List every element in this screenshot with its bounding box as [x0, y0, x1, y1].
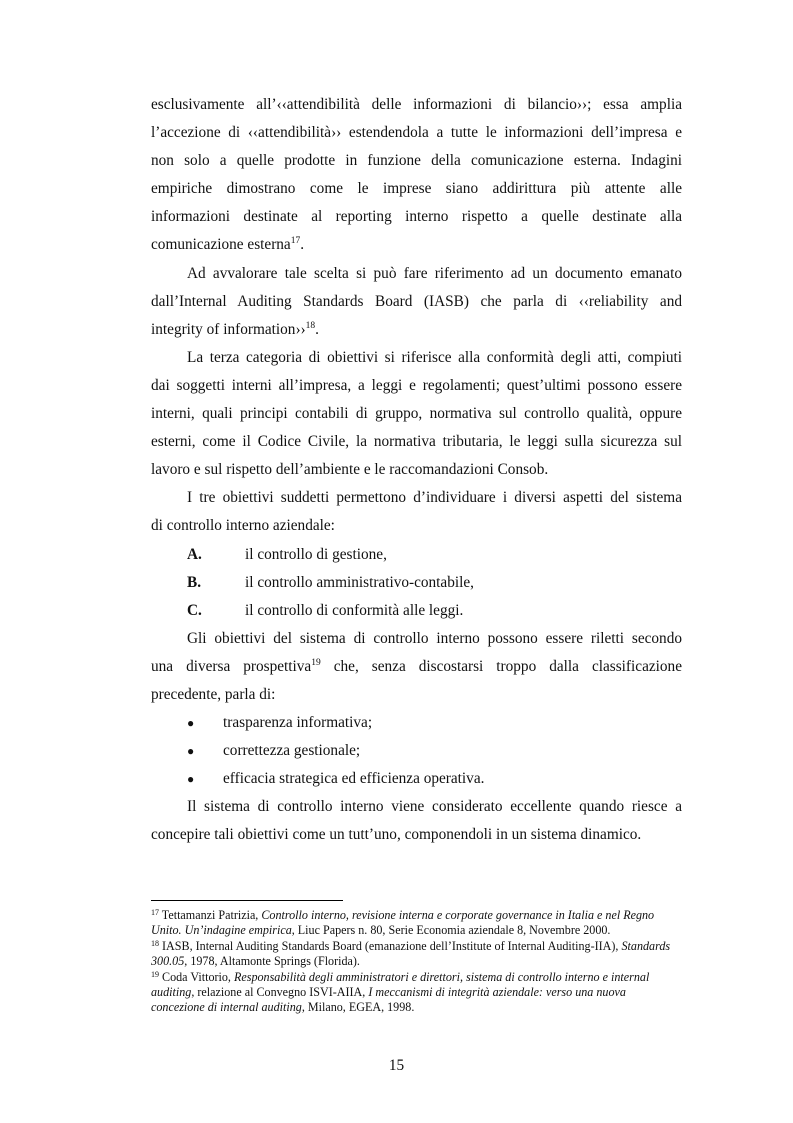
paragraph-line: non solo a quelle prodotte in funzione della comunicazione esterna. Indagini: [151, 152, 682, 170]
paragraph-line: integrity of information››$^{18}$.: [151, 320, 319, 338]
paragraph-line: esterni, come il Codice Civile, la normativa tributaria, le leggi sulla sicurezza sul: [151, 433, 682, 451]
paragraph-line: una diversa prospettiva$^{19}$ che, senza discostarsi troppo dalla classificazione: [151, 657, 682, 675]
page-number: 15: [388, 1057, 405, 1074]
bullet-item: [151, 709, 682, 737]
footnote-ref-17[interactable]: 17: [290, 236, 301, 247]
paragraph-line: Il sistema di controllo interno viene considerato eccellente quando riesce a: [187, 798, 682, 816]
paragraph-line: l’accezione di ‹‹attendibilità›› estendendola a tutte le informazioni dell’impresa e: [151, 124, 682, 142]
footnotes: [151, 908, 682, 1016]
list-label: A.: [187, 545, 202, 563]
paragraph-line: I tre obiettivi suddetti permettono d’individuare i diversi aspetti del sistema: [187, 489, 682, 507]
footnote-19: $^{19}$ Coda Vittorio, Responsabilità degli amministratori e direttori, sistema di controllo interno e internal auditing, relazione al Convegno ISVI-AIIA, I meccanismi di integrità aziendale: verso una nuova concezione di internal auditing, Milano, EGEA, 1998.: [151, 969, 650, 1015]
bullet-text: correttezza gestionale;: [223, 742, 361, 760]
paragraph-line: comunicazione esterna$^{17}$.: [151, 236, 305, 254]
paragraph-line: informazioni destinate al reporting interno rispetto a quelle destinate alla: [151, 208, 682, 226]
list-item: [151, 541, 682, 569]
paragraph-line: concepire tali obiettivi come un tutt’uno, componendoli in un sistema dinamico.: [151, 826, 642, 844]
list-text: il controllo amministrativo-contabile,: [245, 573, 474, 591]
footnote-ref-19[interactable]: 19: [311, 657, 321, 668]
list-item: [151, 597, 682, 625]
paragraph-line: di controllo interno aziendale:: [151, 517, 335, 535]
paragraph-line: La terza categoria di obiettivi si riferisce alla conformità degli atti, compiuti: [187, 348, 682, 366]
paragraph-line: interni, quali principi contabili di gruppo, normativa sul controllo qualità, oppure: [151, 405, 682, 423]
paragraph-line: dai soggetti interni all’impresa, a leggi e regolamenti; quest’ultimi possono essere: [151, 376, 682, 394]
bullet-icon: ●: [187, 744, 195, 759]
bullet-icon: ●: [187, 772, 195, 787]
paragraph-line: empiriche dimostrano come le imprese siano addirittura più attente alle: [151, 180, 682, 198]
list-item: [151, 569, 682, 597]
bullet-item: [151, 765, 682, 793]
paragraph-line: Gli obiettivi del sistema di controllo interno possono essere riletti secondo: [187, 629, 682, 647]
list-text: il controllo di conformità alle leggi.: [245, 601, 464, 619]
bullet-icon: ●: [187, 716, 195, 731]
footnote-separator: [151, 900, 343, 901]
list-label: C.: [187, 601, 202, 619]
footnote-18: $^{18}$ IASB, Internal Auditing Standards Board (emanazione dell’Institute of Internal Auditing-IIA), Standards 300.05, 1978, Altamonte Springs (Florida).: [151, 938, 671, 969]
bullet-item: [151, 737, 682, 765]
bullet-text: trasparenza informativa;: [223, 714, 373, 732]
footnote-ref-18[interactable]: 18: [305, 320, 316, 331]
list-label: B.: [187, 573, 202, 591]
paragraph-line: dall’Internal Auditing Standards Board (IASB) che parla di ‹‹reliability and: [151, 292, 682, 310]
paragraph-line: precedente, parla di:: [151, 685, 276, 703]
paragraph-line: Ad avvalorare tale scelta si può fare riferimento ad un documento emanato: [187, 264, 682, 282]
bullet-text: efficacia strategica ed efficienza operativa.: [223, 770, 485, 788]
paragraph-line: lavoro e sul rispetto dell’ambiente e le raccomandazioni Consob.: [151, 461, 549, 479]
body-text: [151, 91, 682, 850]
list-text: il controllo di gestione,: [245, 545, 387, 563]
paragraph-line: esclusivamente all’‹‹attendibilità delle informazioni di bilancio››; essa amplia: [151, 96, 682, 113]
footnote-17: $^{17}$ Tettamanzi Patrizia, Controllo interno, revisione interna e corporate governance in Italia e nel Regno Unito. Un’indagine empirica, Liuc Papers n. 80, Serie Economia aziendale 8, Novembre 2000.: [151, 908, 655, 938]
